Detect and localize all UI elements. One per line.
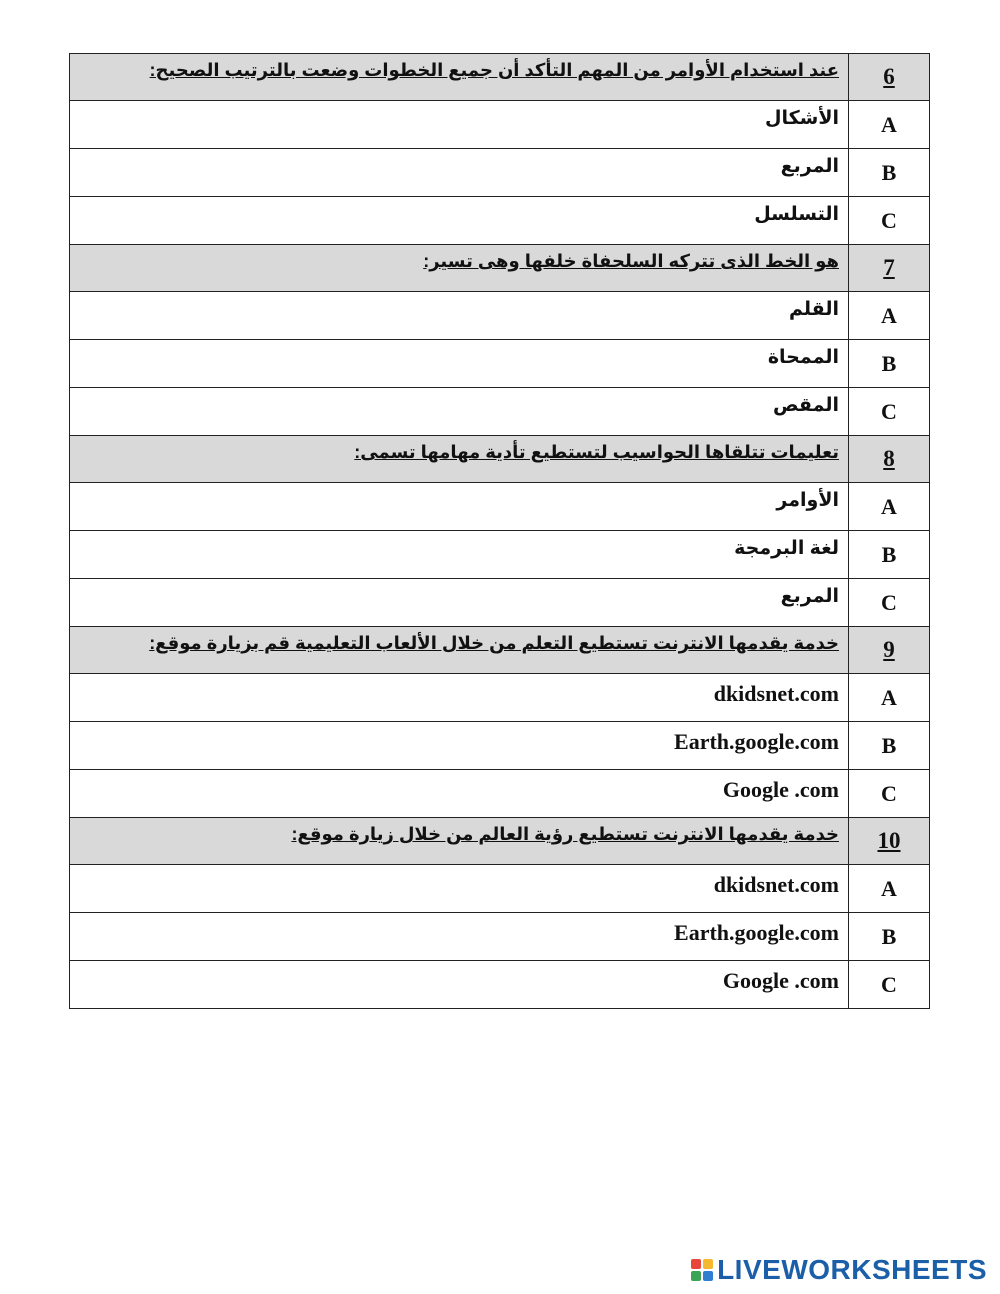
option-label: C [849,388,930,436]
option-label: A [849,101,930,149]
option-row[interactable] [70,674,930,722]
option-text[interactable]: التسلسل [70,197,849,245]
option-label: B [849,531,930,579]
option-text[interactable]: dkidsnet.com [70,865,849,913]
option-label: A [849,483,930,531]
option-label: A [849,292,930,340]
option-row[interactable] [70,865,930,913]
question-text: خدمة يقدمها الانترنت تستطيع رؤية العالم من خلال زيارة موقع: [70,818,849,865]
question-text: خدمة يقدمها الانترنت تستطيع التعلم من خلال الألعاب التعليمية قم بزيارة موقع: [70,627,849,674]
option-label: A [849,674,930,722]
option-text[interactable]: الأشكال [70,101,849,149]
option-row[interactable] [70,149,930,197]
brand-name: LIVEWORKSHEETS [717,1254,987,1285]
logo-square [691,1259,701,1269]
option-text[interactable]: المربع [70,579,849,627]
question-text: تعليمات تتلقاها الحواسيب لتستطيع تأدية مهامها تسمى: [70,436,849,483]
option-text[interactable]: dkidsnet.com [70,674,849,722]
option-text[interactable]: لغة البرمجة [70,531,849,579]
question-number: 7 [849,245,930,292]
question-number: 8 [849,436,930,483]
quiz-table [69,53,930,1009]
option-text[interactable]: القلم [70,292,849,340]
option-row[interactable] [70,531,930,579]
option-text[interactable]: المربع [70,149,849,197]
option-row[interactable] [70,340,930,388]
option-text[interactable]: Google .com [70,770,849,818]
option-row[interactable] [70,101,930,149]
question-number: 10 [849,818,930,865]
logo-square [691,1271,701,1281]
option-row[interactable] [70,197,930,245]
option-label: B [849,913,930,961]
option-label: B [849,340,930,388]
option-label: B [849,149,930,197]
option-row[interactable] [70,388,930,436]
option-text[interactable]: Earth.google.com [70,913,849,961]
option-row[interactable] [70,961,930,1009]
logo-square [703,1259,713,1269]
option-text[interactable]: المقص [70,388,849,436]
question-text: هو الخط الذى تتركه السلحفاة خلفها وهى تسير: [70,245,849,292]
option-row[interactable] [70,579,930,627]
option-row[interactable] [70,913,930,961]
question-row-10 [70,818,930,865]
option-text[interactable]: Earth.google.com [70,722,849,770]
option-row[interactable] [70,770,930,818]
liveworksheets-brand [691,1255,987,1285]
option-row[interactable] [70,292,930,340]
option-label: C [849,961,930,1009]
option-label: B [849,722,930,770]
question-row-9 [70,627,930,674]
option-row[interactable] [70,483,930,531]
option-label: C [849,197,930,245]
question-number: 9 [849,627,930,674]
question-row-8 [70,436,930,483]
option-label: C [849,579,930,627]
option-text[interactable]: Google .com [70,961,849,1009]
option-label: C [849,770,930,818]
question-text: عند استخدام الأوامر من المهم التأكد أن جميع الخطوات وضعت بالترتيب الصحيح: [70,54,849,101]
question-row-7 [70,245,930,292]
question-number: 6 [849,54,930,101]
question-row-6 [70,54,930,101]
liveworksheets-logo-icon [691,1259,713,1281]
option-label: A [849,865,930,913]
option-text[interactable]: الممحاة [70,340,849,388]
logo-square [703,1271,713,1281]
option-text[interactable]: الأوامر [70,483,849,531]
option-row[interactable] [70,722,930,770]
